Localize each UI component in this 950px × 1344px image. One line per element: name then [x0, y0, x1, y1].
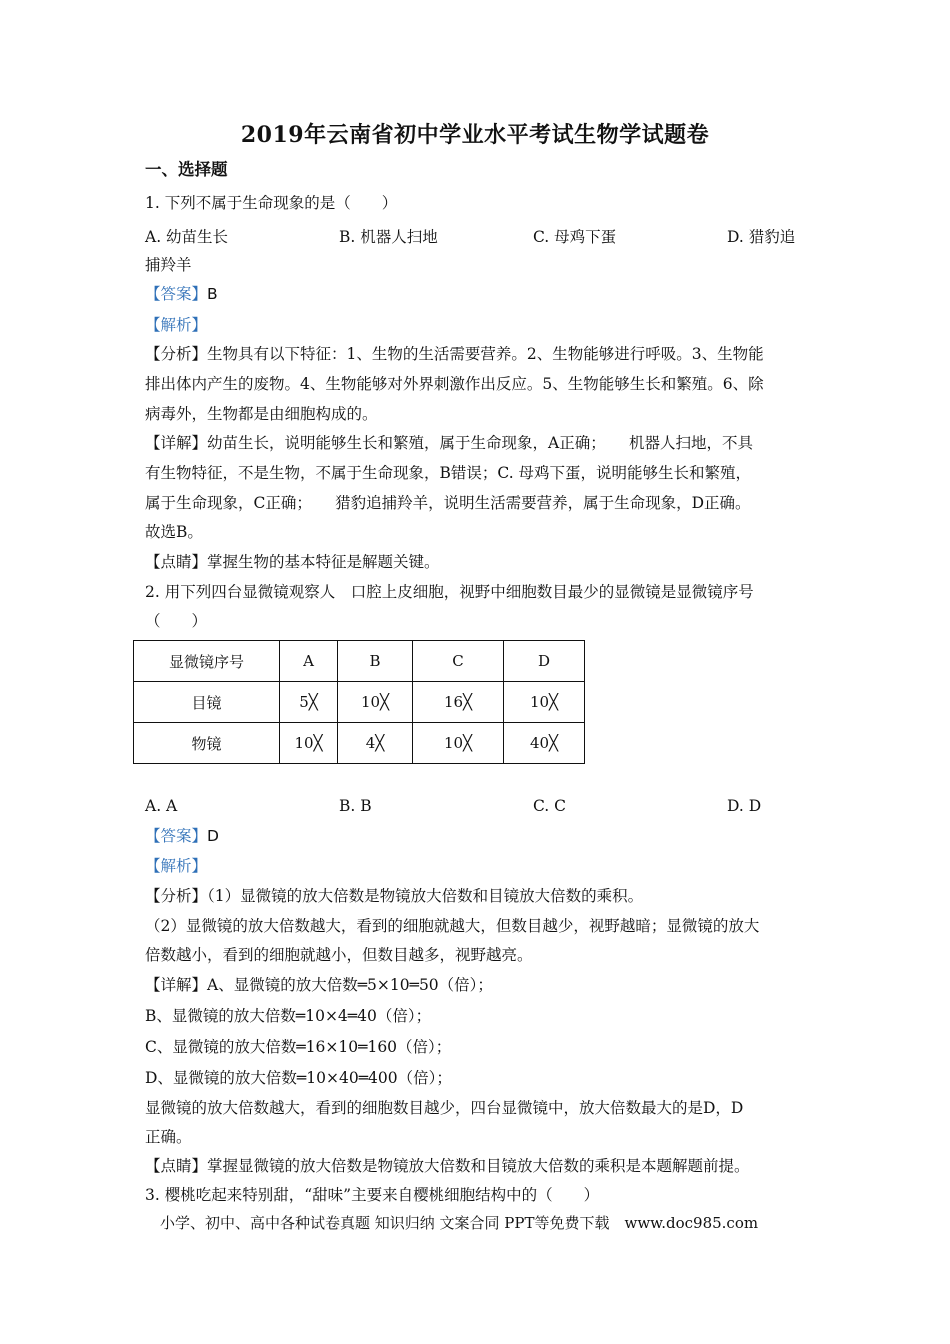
table-cell: 10╳	[338, 682, 413, 723]
q2-option-d: D. D	[727, 797, 762, 815]
q1-detail-line-1: 【详解】幼苗生长，说明能够生长和繁殖，属于生命现象，A正确； 机器人扫地，不具	[145, 434, 753, 452]
point-tag: 【点睛】	[145, 553, 208, 571]
detail-tag: 【详解】	[145, 434, 208, 452]
q1-detail-line-4: 故选B。	[145, 523, 203, 541]
table-cell: 16╳	[413, 682, 504, 723]
table-cell: B	[338, 641, 413, 682]
table-cell: 4╳	[338, 723, 413, 764]
q2-detail-line-2: B、显微镜的放大倍数═10×4═40（倍）；	[145, 1007, 432, 1025]
answer-tag: 【答案】	[145, 827, 208, 845]
table-row	[134, 723, 585, 764]
q1-option-d-wrap: 捕羚羊	[145, 256, 192, 274]
analysis-tag: 【分析】	[145, 345, 208, 363]
q2-detail-line-5: 显微镜的放大倍数越大，看到的细胞数目越少，四台显微镜中，放大倍数最大的是D，D	[145, 1099, 744, 1117]
q2-detail-line-3: C、显微镜的放大倍数═16×10═160（倍）；	[145, 1038, 452, 1056]
q1-analysis-line-1: 【分析】生物具有以下特征：1、生物的生活需要营养。2、生物能够进行呼吸。3、生物能	[145, 345, 764, 363]
point-tag: 【点睛】	[145, 1157, 208, 1175]
q2-option-b: B. B	[339, 797, 372, 815]
table-cell: 40╳	[504, 723, 585, 764]
q2-jiexi-tag: 【解析】	[145, 857, 208, 875]
page-title: 2019年云南省初中学业水平考试生物学试题卷	[240, 122, 710, 148]
table-row	[134, 682, 585, 723]
q2-analysis-line-2: （2）显微镜的放大倍数越大，看到的细胞就越大，但数目越少，视野越暗；显微镜的放大	[145, 917, 760, 935]
q2-answer	[145, 826, 810, 846]
table-cell: 10╳	[504, 682, 585, 723]
q1-option-d: D. 猎豹追	[727, 228, 796, 246]
q1-option-a: A. 幼苗生长	[145, 228, 229, 246]
table-cell: A	[280, 641, 338, 682]
q2-stem-wrap: （ ）	[145, 612, 208, 630]
table-row	[134, 641, 585, 682]
table-cell: 10╳	[280, 723, 338, 764]
q2-option-a: A. A	[145, 797, 178, 815]
table-cell: 目镜	[134, 682, 280, 723]
q1-analysis-line-3: 病毒外，生物都是由细胞构成的。	[145, 405, 378, 423]
q2-detail-line-4: D、显微镜的放大倍数═10×40═400（倍）；	[145, 1069, 452, 1087]
q2-analysis-line-1: 【分析】（1）显微镜的放大倍数是物镜放大倍数和目镜放大倍数的乘积。	[145, 887, 644, 905]
q1-point: 【点睛】掌握生物的基本特征是解题关键。	[145, 553, 440, 571]
microscope-table	[133, 640, 585, 764]
answer-value: D	[207, 827, 219, 845]
q2-option-c: C. C	[533, 797, 567, 815]
table-cell: 5╳	[280, 682, 338, 723]
q3-stem: 3. 樱桃吃起来特别甜，“甜味”主要来自樱桃细胞结构中的（ ）	[145, 1186, 600, 1204]
answer-tag: 【答案】	[145, 285, 208, 303]
q1-analysis-line-2: 排出体内产生的废物。4、生物能够对外界刺激作出反应。5、生物能够生长和繁殖。6、除	[145, 375, 764, 393]
q2-detail-line-1: 【详解】A、显微镜的放大倍数═5×10═50（倍）；	[145, 976, 493, 994]
q1-option-c: C. 母鸡下蛋	[533, 228, 617, 246]
table-cell: 物镜	[134, 723, 280, 764]
q1-answer	[145, 284, 810, 304]
q1-stem: 1. 下列不属于生命现象的是（ ）	[145, 194, 398, 212]
table-cell: 显微镜序号	[134, 641, 280, 682]
section-heading: 一、选择题	[145, 160, 228, 179]
q1-option-b: B. 机器人扫地	[339, 228, 438, 246]
table-cell: D	[504, 641, 585, 682]
q1-detail-line-3: 属于生命现象，C正确； 猎豹追捕羚羊，说明生活需要营养，属于生命现象，D正确。	[145, 494, 751, 512]
table-cell: C	[413, 641, 504, 682]
detail-tag: 【详解】	[145, 976, 208, 994]
q2-analysis-line-3: 倍数越小，看到的细胞就越小，但数目越多，视野越亮。	[145, 946, 533, 964]
table-cell: 10╳	[413, 723, 504, 764]
answer-value: B	[207, 285, 218, 303]
q1-detail-line-2: 有生物特征，不是生物，不属于生命现象，B错误；C. 母鸡下蛋，说明能够生长和繁殖，	[145, 464, 752, 482]
q2-point: 【点睛】掌握显微镜的放大倍数是物镜放大倍数和目镜放大倍数的乘积是本题解题前提。	[145, 1157, 750, 1175]
q1-jiexi-tag: 【解析】	[145, 316, 208, 334]
q2-stem: 2. 用下列四台显微镜观察人 口腔上皮细胞，视野中细胞数目最少的显微镜是显微镜序号	[145, 583, 754, 601]
analysis-tag: 【分析】	[145, 887, 208, 905]
page-footer: 小学、初中、高中各种试卷真题 知识归纳 文案合同 PPT等免费下载 www.doc985.com	[160, 1214, 759, 1232]
q2-detail-line-6: 正确。	[145, 1128, 192, 1146]
